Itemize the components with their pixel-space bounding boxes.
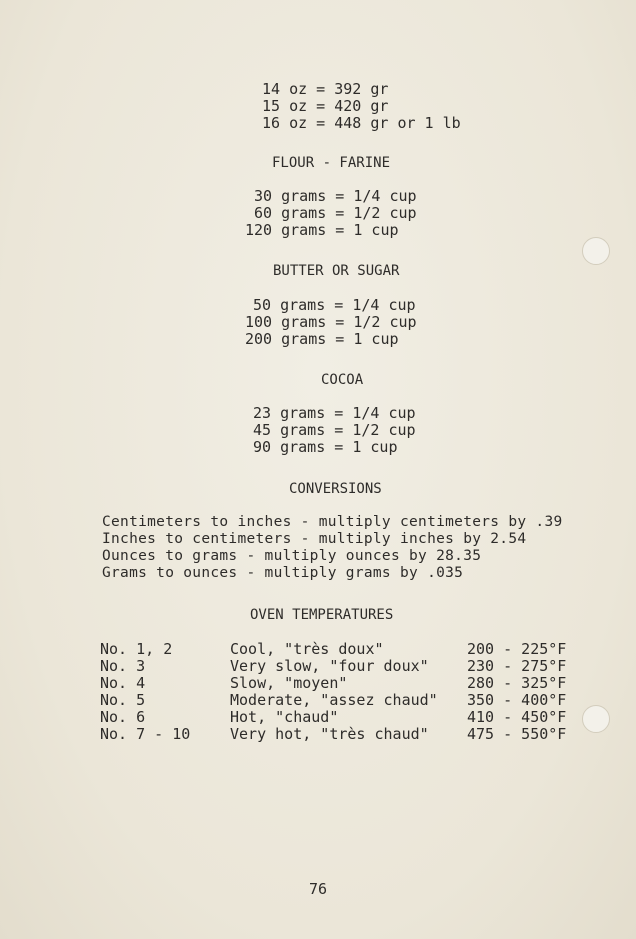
oven-temperature: 230 - 275°F	[467, 657, 567, 675]
cocoa-heading: COCOA	[321, 372, 364, 388]
oven-row	[0, 674, 636, 691]
cocoa-line: 23 grams = 1/4 cup	[253, 404, 416, 422]
oven-number: No. 7 - 10	[100, 725, 191, 743]
oven-number: No. 3	[100, 657, 146, 675]
oven-row	[0, 640, 636, 657]
conversion-line: Inches to centimeters - multiply inches by 2.54	[102, 531, 527, 547]
oven-temperature: 410 - 450°F	[467, 708, 567, 726]
weight-line: 14 oz = 392 gr	[262, 80, 389, 98]
oven-description: Very hot, "très chaud"	[230, 725, 429, 743]
oven-temperature: 475 - 550°F	[467, 725, 567, 743]
oven-temperature: 350 - 400°F	[467, 691, 567, 709]
butter-heading: BUTTER OR SUGAR	[273, 263, 400, 279]
conversion-line: Grams to ounces - multiply grams by .035	[102, 565, 464, 581]
oven-temperature: 200 - 225°F	[467, 640, 567, 658]
conversion-line: Ounces to grams - multiply ounces by 28.35	[102, 548, 482, 564]
weight-line: 16 oz = 448 gr or 1 lb	[262, 114, 461, 132]
oven-row	[0, 708, 636, 725]
butter-line: 100 grams = 1/2 cup	[245, 313, 417, 331]
cocoa-line: 45 grams = 1/2 cup	[253, 421, 416, 439]
oven-number: No. 4	[100, 674, 146, 692]
oven-description: Cool, "très doux"	[230, 640, 384, 658]
oven-number: No. 6	[100, 708, 146, 726]
oven-number: No. 1, 2	[100, 640, 173, 658]
oven-row	[0, 657, 636, 674]
butter-line: 200 grams = 1 cup	[245, 330, 399, 348]
cocoa-line: 90 grams = 1 cup	[253, 438, 398, 456]
page-number: 76	[308, 880, 328, 898]
oven-description: Very slow, "four doux"	[230, 657, 429, 675]
butter-line: 50 grams = 1/4 cup	[253, 296, 416, 314]
punch-hole-top	[582, 237, 610, 265]
conversions-heading: CONVERSIONS	[289, 481, 382, 497]
flour-line: 60 grams = 1/2 cup	[254, 204, 417, 222]
oven-heading: OVEN TEMPERATURES	[250, 607, 394, 623]
oven-temperature: 280 - 325°F	[467, 674, 567, 692]
oven-description: Moderate, "assez chaud"	[230, 691, 438, 709]
flour-heading: FLOUR - FARINE	[272, 155, 391, 171]
flour-line: 30 grams = 1/4 cup	[254, 187, 417, 205]
oven-row	[0, 691, 636, 708]
oven-row	[0, 725, 636, 742]
conversion-line: Centimeters to inches - multiply centimeters by .39	[102, 514, 563, 530]
oven-number: No. 5	[100, 691, 146, 709]
oven-description: Hot, "chaud"	[230, 708, 339, 726]
flour-line: 120 grams = 1 cup	[245, 221, 399, 239]
oven-description: Slow, "moyen"	[230, 674, 348, 692]
weight-line: 15 oz = 420 gr	[262, 97, 389, 115]
